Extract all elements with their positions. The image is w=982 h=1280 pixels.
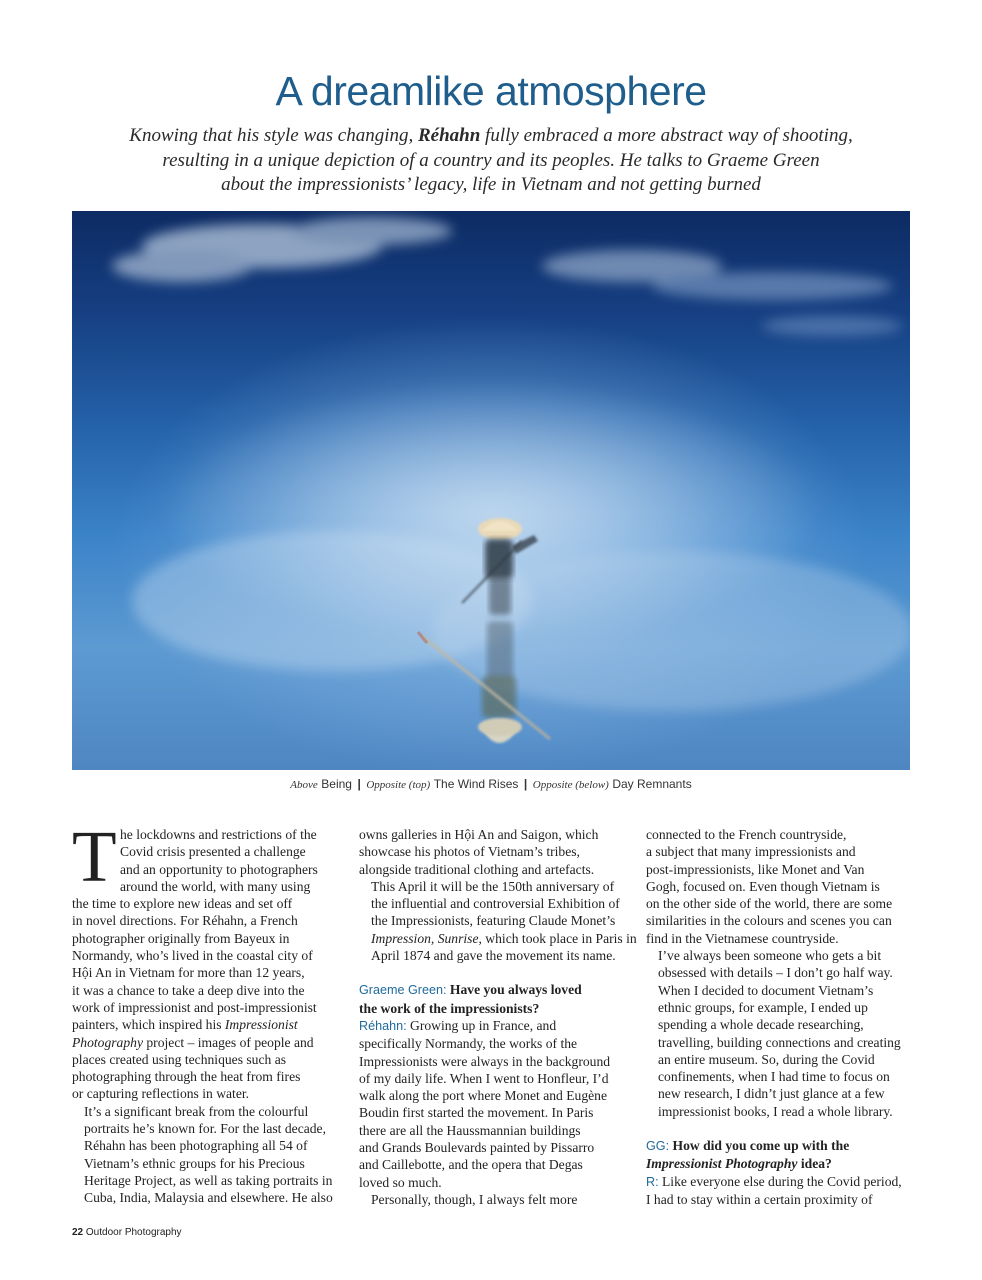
paragraph: connected to the French countryside, a subject that many impressionists and post-impressionists, like Monet and Van Gogh, focused on. Even though Vietnam is on the other side of the world, there are some similarities in the colours and scenes you can find in the Vietnamese countryside. [646, 827, 893, 946]
body-column-1 [72, 816, 337, 1207]
article-title: A dreamlike atmosphere [275, 68, 707, 114]
magazine-name: Outdoor Photography [85, 1227, 182, 1238]
photo-caption: Above Being | Opposite (top) The Wind Rises | Opposite (below) Day Remnants [290, 777, 692, 791]
standfirst-line-2: resulting in a unique depiction of a country and its peoples. He talks to Graeme Green [162, 149, 820, 171]
paragraph: I’ve always been someone who gets a bit obsessed with details – I don’t go half way. When I decided to document Vietnam’s ethnic groups, for example, I ended up spending a whole decade researching, travelling, building connections and creating an entire museum. So, during the Covid confinements, when I had time to focus on new research, I didn’t just glance at a few impressionist books, I read a whole library. [658, 948, 901, 1119]
standfirst-line-1: Knowing that his style was changing, Réhahn fully embraced a more abstract way of shooting, [129, 125, 853, 146]
paragraph: T he lockdowns and restrictions of the Covid crisis presented a challenge and an opportunity to photographers around the world, with many using the time to explore new ideas and set off in novel directions. For Réhahn, a French photographer originally from Bayeux in Normandy, who’s lived in the coastal city of Hội An in Vietnam for more than 12 years, it was a chance to take a deep dive into the work of impressionist and post-impressionist painters, which inspired his Impressionist Photography project – images of people and places created using techniques such as photographing through the heat from fires or capturing reflections in water. [72, 816, 318, 1102]
paragraph: Personally, though, I always felt more [371, 1191, 578, 1207]
paragraph: owns galleries in Hội An and Saigon, which showcase his photos of Vietnam’s tribes, alongside traditional clothing and artefacts. [359, 827, 599, 877]
standfirst [110, 124, 872, 198]
cloud-shapes [112, 217, 902, 336]
speaker-label: Réhahn: [359, 1018, 407, 1033]
standfirst-line-3: about the impressionists’ legacy, life in Vietnam and not getting burned [221, 174, 761, 195]
paragraph: This April it will be the 150th anniversary of the influential and controversial Exhibition of the Impressionists, featuring Claude Monet’s Impression, Sunrise, which took place in Paris in April 1874 and gave the movement its name. [371, 878, 637, 964]
page-number: 22 [72, 1227, 84, 1238]
interview-answer: R: Like everyone else during the Covid period, I had to stay within a certain proximity of [646, 1173, 902, 1207]
photographer-name: Réhahn [417, 125, 481, 146]
body-column-3 [646, 826, 911, 1208]
caption-title-day-remnants: Day Remnants [612, 777, 692, 791]
page-footer [72, 1227, 182, 1238]
speaker-label: GG: [646, 1139, 670, 1154]
interview-answer: Réhahn: Growing up in France, and specifically Normandy, the works of the Impressionists were always in the background of my daily life. When I went to Honfleur, I’d walk along the port where Monet and Eugène Boudin first started the movement. In Paris there are all the Haussmannian buildings and Grands Boulevards painted by Pissarro and Caillebotte, and the opera that Degas loved so much. [359, 1017, 611, 1190]
hero-photo-illustration [72, 211, 910, 770]
caption-title-being: Being [321, 777, 352, 791]
hero-photo [72, 211, 910, 770]
body-column-2 [359, 826, 637, 1208]
caption-title-wind-rises: The Wind Rises [433, 777, 519, 791]
drop-cap: T [72, 816, 117, 897]
interview-question: GG: How did you come up with the Impressionist Photography idea? [646, 1138, 850, 1172]
speaker-label: Graeme Green: [359, 983, 447, 998]
paragraph: It’s a significant break from the colourful portraits he’s known for. For the last decade, Réhahn has been photographing all 54 of Vietnam’s ethnic groups for his Precious Heritage Project, as well as taking portraits in Cuba, India, Malaysia and elsewhere. He also [84, 1103, 333, 1206]
speaker-label: R: [646, 1174, 659, 1189]
interview-question: Graeme Green: Have you always loved the work of the impressionists? [359, 982, 582, 1016]
